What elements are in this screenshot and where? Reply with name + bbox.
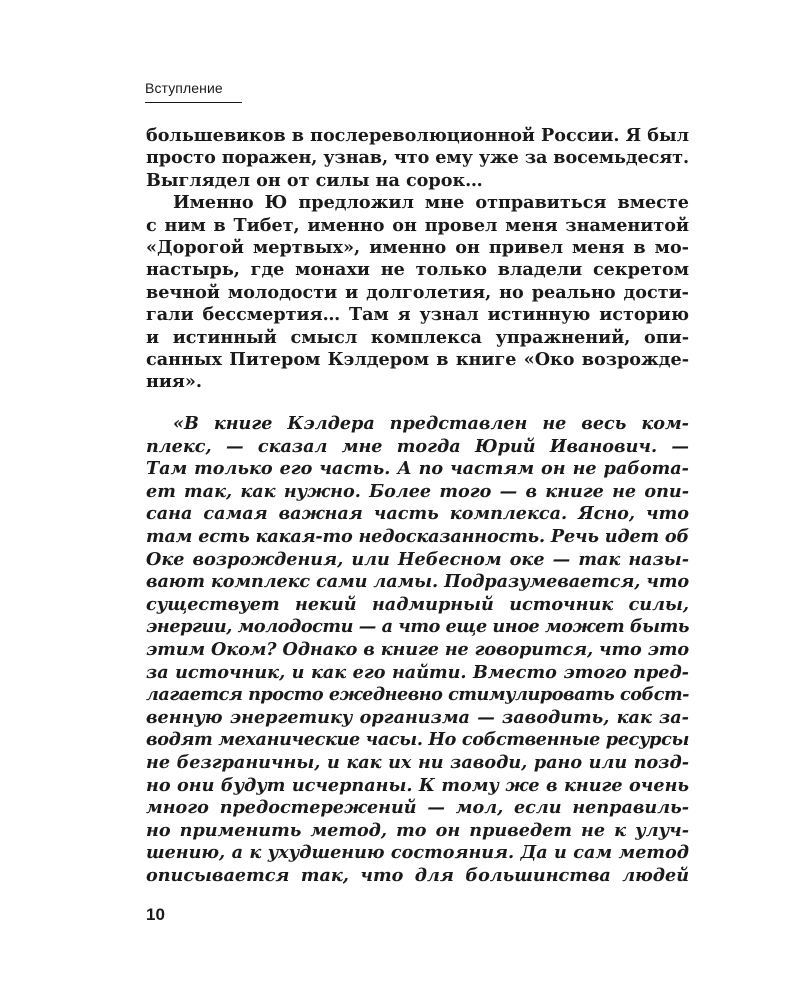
- main-line: ния».: [146, 371, 203, 393]
- quote-line: не безграничны, и как их ни заводи, рано или позд-: [146, 751, 689, 773]
- main-line: большевиков в послереволюционной России. Я был: [146, 125, 689, 146]
- quote-line: Оке возрождения, или Небесном оке — так назы-: [146, 548, 689, 570]
- quote-paragraph: [146, 413, 689, 887]
- quote-line: водят механические часы. Но собственные ресурсы: [146, 729, 690, 751]
- quote-line: за источник, и как его найти. Вместо этого пред-: [146, 661, 689, 683]
- quote-line: плекс, — сказал мне тогда Юрий Иванович. —: [146, 435, 689, 457]
- main-paragraphs: [146, 125, 689, 394]
- main-line: Именно Ю предложил мне отправиться вместе: [173, 192, 689, 214]
- quote-line: много предостережений — мол, если неправиль-: [146, 797, 689, 819]
- page-number: 10: [146, 905, 165, 924]
- quote-line: описывается так, что для большинства людей: [146, 864, 689, 886]
- main-line: и истинный смысл комплекса упражнений, опи-: [146, 326, 689, 348]
- running-head-rule: [145, 102, 242, 103]
- quote-line: вают комплекс сами ламы. Подразумевается, что: [146, 571, 689, 593]
- quote-line: там есть какая-то недосказанность. Речь идет об: [146, 525, 690, 547]
- quote-line: Там только его часть. А по частям он не работа-: [146, 458, 689, 480]
- quote-line: шению, а к ухудшению состояния. Да и сам метод: [146, 842, 689, 864]
- quote-line: но они будут исчерпаны. К тому же в книге очень: [146, 774, 689, 796]
- main-line: «Дорогой мертвых», именно он привел меня в мо-: [146, 236, 689, 258]
- quote-line: этим Оком? Однако в книге не говорится, что это: [146, 638, 689, 660]
- quote-line: но применить метод, то он приведет не к улуч-: [146, 819, 689, 841]
- quote-line: ет так, как нужно. Более того — в книге не опи-: [146, 480, 689, 502]
- running-head-title: Вступление: [145, 80, 223, 96]
- quote-line: энергии, молодости — а что еще иное может быть: [146, 616, 690, 638]
- main-line: просто поражен, узнав, что ему уже за восемьдесят.: [146, 147, 689, 169]
- quote-line: лагается просто ежедневно стимулировать собст-: [146, 684, 690, 706]
- main-line: санных Питером Кэлдером в книге «Око возрожде-: [146, 348, 689, 370]
- quote-line: сана самая важная часть комплекса. Ясно, что: [146, 503, 689, 525]
- quote-line: «В книге Кэлдера представлен не весь ком-: [173, 413, 689, 434]
- quote-line: существует некий надмирный источник силы,: [146, 593, 689, 615]
- quote-line: венную энергетику организма — заводить, как за-: [146, 706, 689, 728]
- main-line: Выглядел он от силы на сорок…: [146, 169, 483, 191]
- main-line: настырь, где монахи не только владели секретом: [146, 259, 689, 281]
- main-line: с ним в Тибет, именно он провел меня знаменитой: [146, 214, 689, 236]
- main-line: гали бессмертия… Там я узнал истинную историю: [146, 304, 689, 326]
- main-line: вечной молодости и долголетия, но реально дости-: [146, 281, 689, 303]
